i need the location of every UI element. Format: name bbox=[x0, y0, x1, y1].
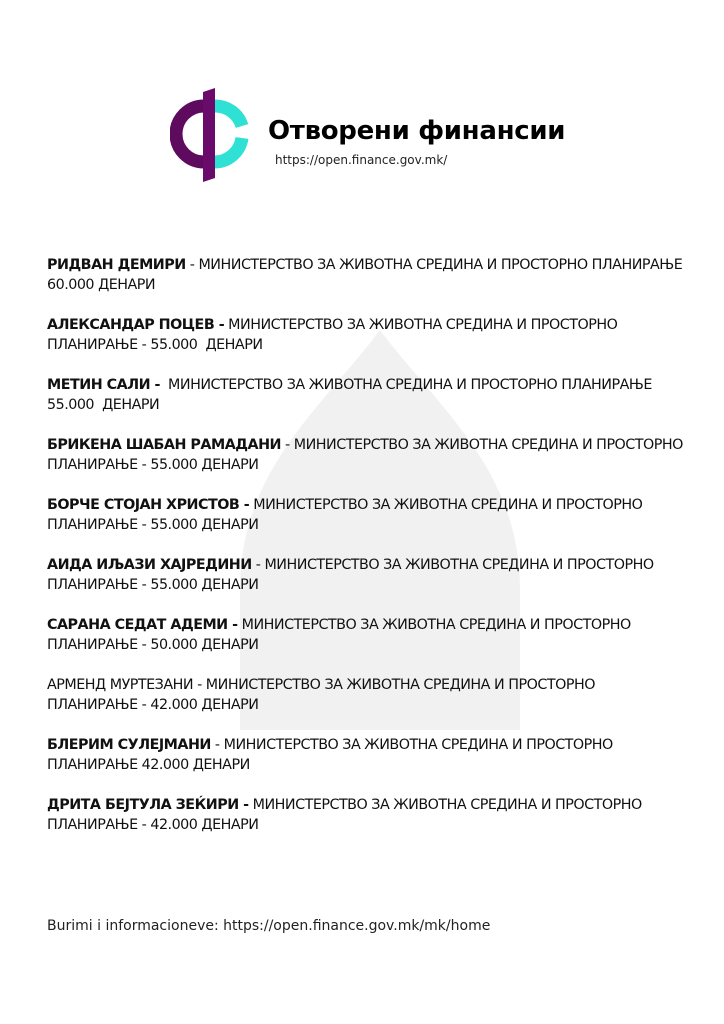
ministry-amount: - МИНИСТЕРСТВО ЗА ЖИВОТНА СРЕДИНА И ПРОСТОРНО ПЛАНИРАЊЕ - 55.000 ДЕНАРИ bbox=[47, 437, 687, 473]
list-item bbox=[47, 255, 687, 315]
person-name: АРМЕНД МУРТЕЗАНИ bbox=[47, 677, 194, 693]
list-item bbox=[47, 615, 687, 675]
person-name: БЛЕРИМ СУЛЕЈМАНИ bbox=[47, 737, 211, 753]
person-name: РИДВАН ДЕМИРИ bbox=[47, 257, 186, 273]
person-name: АИДА ИЉАЗИ ХАЈРЕДИНИ bbox=[47, 557, 252, 573]
site-url[interactable]: https://open.finance.gov.mk/ bbox=[275, 153, 448, 167]
ministry-amount: - МИНИСТЕРСТВО ЗА ЖИВОТНА СРЕДИНА И ПРОСТОРНО ПЛАНИРАЊЕ 42.000 ДЕНАРИ bbox=[47, 737, 617, 773]
open-finance-logo bbox=[170, 86, 250, 182]
ministry-amount: МИНИСТЕРСТВО ЗА ЖИВОТНА СРЕДИНА И ПРОСТОРНО ПЛАНИРАЊЕ - 55.000 ДЕНАРИ bbox=[47, 497, 647, 533]
list-item bbox=[47, 555, 687, 615]
person-name: БОРЧЕ СТОЈАН ХРИСТОВ - bbox=[47, 497, 250, 513]
ministry-amount: МИНИСТЕРСТВО ЗА ЖИВОТНА СРЕДИНА И ПРОСТОРНО ПЛАНИРАЊЕ - 55.000 ДЕНАРИ bbox=[47, 317, 622, 353]
site-title: Отворени финансии bbox=[268, 116, 566, 146]
list-item bbox=[47, 315, 687, 375]
list-item bbox=[47, 435, 687, 495]
ministry-amount: - МИНИСТЕРСТВО ЗА ЖИВОТНА СРЕДИНА И ПРОСТОРНО ПЛАНИРАЊЕ - 42.000 ДЕНАРИ bbox=[47, 677, 600, 713]
source-footer: Burimi i informacioneve: https://open.finance.gov.mk/mk/home bbox=[47, 918, 491, 934]
list-item bbox=[47, 495, 687, 555]
person-name: АЛЕКСАНДАР ПОЦЕВ - bbox=[47, 317, 225, 333]
ministry-amount: МИНИСТЕРСТВО ЗА ЖИВОТНА СРЕДИНА И ПРОСТОРНО ПЛАНИРАЊЕ - 42.000 ДЕНАРИ bbox=[47, 797, 646, 833]
list-item bbox=[47, 795, 687, 855]
ministry-amount: МИНИСТЕРСТВО ЗА ЖИВОТНА СРЕДИНА И ПРОСТОРНО ПЛАНИРАЊЕ 55.000 ДЕНАРИ bbox=[47, 377, 656, 413]
person-name: МЕТИН САЛИ - bbox=[47, 377, 160, 393]
person-name: ДРИТА БЕЈТУЛА ЗЕЌИРИ - bbox=[47, 797, 249, 813]
ministry-amount: - МИНИСТЕРСТВО ЗА ЖИВОТНА СРЕДИНА И ПРОСТОРНО ПЛАНИРАЊЕ - 55.000 ДЕНАРИ bbox=[47, 557, 658, 593]
person-name: САРАНА СЕДАТ АДЕМИ - bbox=[47, 617, 238, 633]
list-item bbox=[47, 675, 687, 735]
ministry-amount: МИНИСТЕРСТВО ЗА ЖИВОТНА СРЕДИНА И ПРОСТОРНО ПЛАНИРАЊЕ - 50.000 ДЕНАРИ bbox=[47, 617, 635, 653]
salary-list bbox=[47, 255, 687, 855]
ministry-amount: - МИНИСТЕРСТВО ЗА ЖИВОТНА СРЕДИНА И ПРОСТОРНО ПЛАНИРАЊЕ 60.000 ДЕНАРИ bbox=[47, 257, 687, 293]
person-name: БРИКЕНА ШАБАН РАМАДАНИ bbox=[47, 437, 281, 453]
list-item bbox=[47, 375, 687, 435]
list-item bbox=[47, 735, 687, 795]
